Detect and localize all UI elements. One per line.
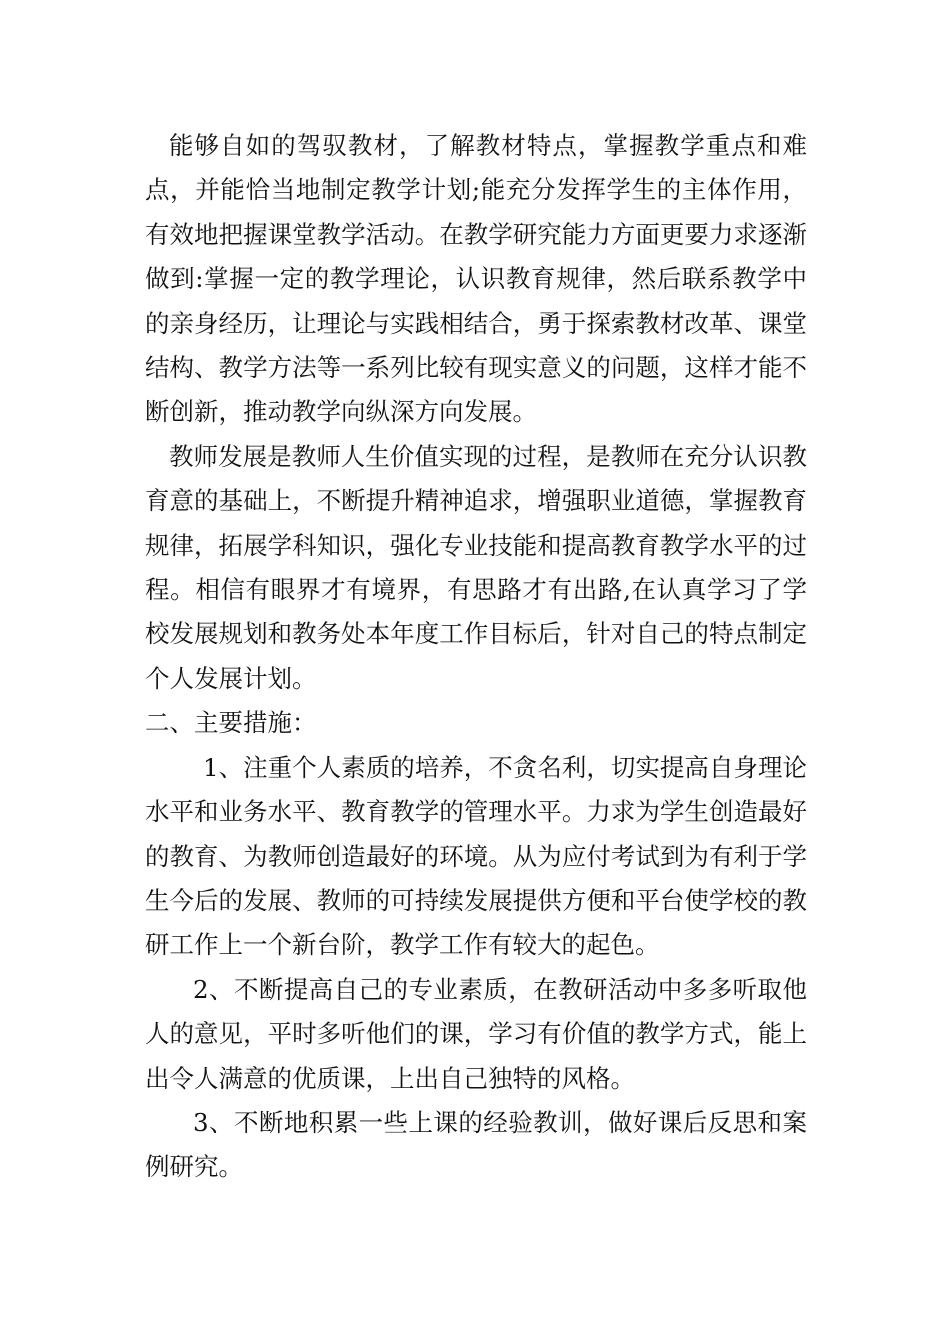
body-paragraph-1: 能够自如的驾驭教材，了解教材特点，掌握教学重点和难点，并能恰当地制定教学计划;能充分发挥学生的主体作用，有效地把握课堂教学活动。在教学研究能力方面更要力求逐渐做到:掌握一定的教学理论，认识教育规律，然后联系教学中的亲身经历，让理论与实践相结合，勇于探索教材改革、课堂结构、教学方法等一系列比较有现实意义的问题，这样才能不断创新，推动教学向纵深方向发展。 [145,131,807,427]
measure-item-2: 2、不断提高自己的专业素质，在教研活动中多多听取他人的意见，平时多听他们的课，学习有价值的教学方式，能上出令人满意的优质课，上出自己独特的风格。 [145,974,807,1093]
section-heading: 二、主要措施： [145,708,317,738]
measure-item-3: 3、不断地积累一些上课的经验教训，做好课后反思和案例研究。 [145,1107,807,1182]
measure-item-1: 1、注重个人素质的培养，不贪名利，切实提高自身理论水平和业务水平、教育教学的管理水平。力求为学生创造最好的教育、为教师创造最好的环境。从为应付考试到为有利于学生今后的发展、教师的可持续发展提供方便和平台使学校的教研工作上一个新台阶，教学工作有较大的起色。 [145,752,807,960]
document-page [145,124,807,1190]
body-paragraph-2: 教师发展是教师人生价值实现的过程，是教师在充分认识教育意的基础上，不断提升精神追求，增强职业道德，掌握教育规律，拓展学科知识，强化专业技能和提高教育教学水平的过程。相信有眼界才有境界，有思路才有出路,在认真学习了学校发展规划和教务处本年度工作目标后，针对自己的特点制定个人发展计划。 [145,441,807,693]
